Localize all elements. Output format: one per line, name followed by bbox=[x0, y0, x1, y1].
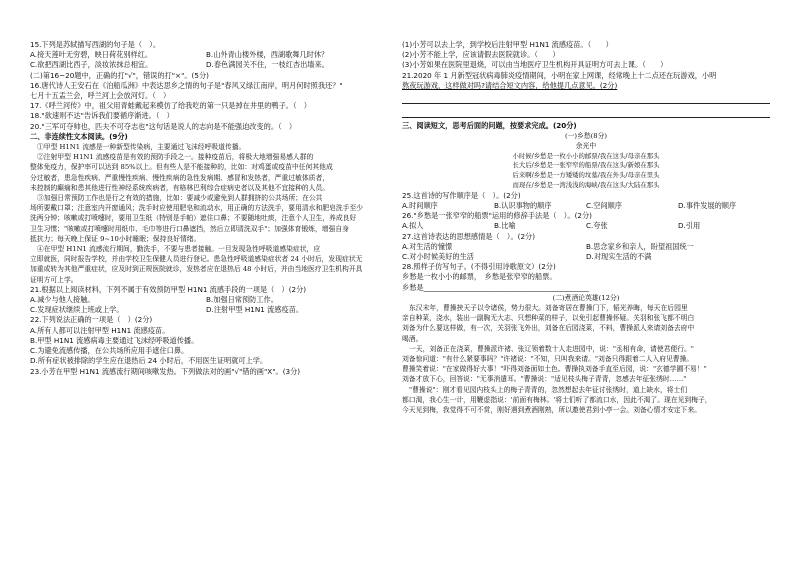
right-column bbox=[402, 40, 770, 415]
text-line: 证明方可上学。 bbox=[30, 275, 78, 284]
left-column bbox=[30, 40, 382, 377]
option-text: C.夸张 bbox=[586, 221, 608, 231]
text-line: 卫生习惯；"咳嗽或打喷嚏时用纸巾、毛巾等进行口鼻遮挡，然后立即清洗双手"；加强体育锻炼，增强自身 bbox=[30, 224, 349, 233]
text-line: 刘备惊问道："有什么紧要事吗？"许褚说："不知，只叫我来请。"刘备只得跟着二人入府见曹操。 bbox=[402, 355, 694, 364]
text-line: 23.小芳在甲型 H1N1 流感流行期间咳嗽发热。下列做法对的画"√"错的画"X"。(3分) bbox=[30, 366, 301, 376]
option-row bbox=[30, 50, 382, 60]
text-line: 小时候/乡愁是一枚小小的邮票/我在这头/母亲在那头 bbox=[512, 151, 660, 160]
option-text: A.对生活的憧憬 bbox=[402, 241, 453, 251]
option-row bbox=[402, 221, 770, 231]
text-line: B.甲型 H1N1 流感病毒主要通过飞沫经呼吸道传播。 bbox=[30, 335, 199, 345]
text-line: 17.《呼兰河传》中，祖父用青蛙戴起来模仿了给我吃的第一只是掉在井里的鸭子。（ ） bbox=[30, 101, 311, 111]
option-text: D.事件发展的顺序 bbox=[678, 201, 737, 211]
option-text: A.减少与他人接触。 bbox=[30, 295, 95, 305]
text-line: 熬夜玩游戏，这样做对吗?请结合短文内容，给他提几点意见。(2分) bbox=[402, 80, 618, 90]
text-line: 立即就医，同时报告学校，并由学校卫生保健人员进行登记。患急性呼吸道感染症状者 24 小时后，发现症状无 bbox=[30, 255, 363, 264]
option-text: D.引用 bbox=[678, 221, 701, 231]
text-line: 刘备为什么要这样做，有一次，关羽张飞外出，刘备在后园浇菜，不料，曹操派人来请刘备去府中 bbox=[402, 324, 695, 333]
text-line: 今天见到梅，我觉得不可不赏，刚好遇到煮酒刚熟，所以邀使君到小亭一会。刘备心情才安定下来。 bbox=[402, 406, 702, 415]
option-text: D.对现实生活的不满 bbox=[586, 252, 652, 262]
text-line: 亲自种菜，浇水，装出一副胸无大志、只想种菜的样子，以免引起曹操怀疑。关羽和张飞都不明白 bbox=[402, 314, 695, 323]
option-text: D.春色满园关不住，一枝红杏出墙来。 bbox=[206, 60, 329, 70]
text-line: 乡愁是一枚小小的邮票， 乡愁是张窄窄的船票。 bbox=[402, 272, 557, 282]
option-row bbox=[30, 60, 382, 70]
text-line: 喝酒。 bbox=[402, 334, 423, 343]
text-line: 洗两分钟；咳嗽或打喷嚏时，要用卫生纸（特别是手帕）遮住口鼻；不要随地吐痰，注意个人卫生，养成良好 bbox=[30, 214, 357, 223]
option-text: A.时间顺序 bbox=[402, 201, 438, 211]
text-line: ③加强日常预防工作也是行之有效的措施，比如：要减少或避免到人群拥挤的公共场所；在公共 bbox=[37, 194, 323, 203]
text-line: (3)小芳如果在医院里退烧，可以由当地医疗卫生机构开具证明方可去上课。（ ） bbox=[402, 60, 668, 70]
text-line: 曹操笑着说："在家做得好大事！"吓得刘备面如土色。曹操执刘备手直至后园，说："玄德学圃不易！" bbox=[402, 365, 707, 374]
option-row bbox=[402, 242, 770, 252]
text-line: (一)乡愁(8分) bbox=[564, 132, 608, 141]
text-line: 而现在/乡愁是一湾浅浅的海峡/我在这头/大陆在那头 bbox=[512, 181, 660, 190]
text-line: 27.这首诗表达的思想感情是（ ）。(2分) bbox=[402, 231, 536, 241]
text-line: D.所有症状被排除的学生应在退热后 24 小时后，不用医生证明就可上学。 bbox=[30, 356, 268, 366]
text-line: ①甲型 H1N1 流感是一种新型传染病，主要通过飞沫经呼吸道传播。 bbox=[37, 143, 246, 152]
option-row bbox=[30, 305, 382, 315]
text-line: 16.唐代诗人王安石在《泊船瓜洲》中表达思乡之情的句子是"春风又绿江南岸，明月何时照我还？" bbox=[30, 80, 343, 90]
option-text: C.发现症状继续上班或上学。 bbox=[30, 305, 124, 315]
text-line: 东汉末年，曹操挟天子以令诸侯，势力很大。刘备寄居在曹操门下，韬光养晦，每天在后园里 bbox=[409, 304, 688, 313]
text-line: C.为避免流感传播，在公共场所应用手遮住口鼻。 bbox=[30, 346, 189, 356]
option-text: A.拟人 bbox=[402, 221, 424, 231]
text-line: 场所要戴口罩；注意室内开窗通风；洗手时应使用肥皂和流动水，用正确的方法洗手，要用清水和肥皂洗手至少 bbox=[30, 204, 364, 213]
text-line: (2)小芳不能上学，应该请假去医院就诊。（ ） bbox=[402, 50, 560, 60]
text-line: 20."三军可夺帅也，匹夫不可夺志也"这句话是说人的志向是不能强迫改变的。（ ） bbox=[30, 121, 297, 131]
text-line: A.所有人都可以注射甲型 H1N1 流感疫苗。 bbox=[30, 325, 170, 335]
text-line: 余光中 bbox=[575, 142, 597, 151]
option-text: C.欲把西湖比西子，淡妆浓抹总相宜。 bbox=[30, 60, 153, 70]
text-line: ④在甲型 H1N1 流感流行期间，勤洗手，不要与患者接触。一旦发现急性呼吸道感染症状，应 bbox=[37, 245, 321, 254]
option-text: B.加强日常预防工作。 bbox=[206, 295, 278, 305]
text-line: 21.2020 年 1 月新型冠状病毒肺炎疫情期间，小明在家上网课，经常晚上十二点还在玩游戏，小明 bbox=[402, 70, 717, 80]
option-text: C.对小时候美好的生活 bbox=[402, 252, 474, 262]
option-row bbox=[402, 252, 770, 262]
text-line: 25.这首诗的写作顺序是（ ）。(2分) bbox=[402, 190, 521, 200]
text-line: 一天，刘备正在浇菜，曹操派许褚、张辽领着数十人走进园中，说："丞相有命，请使君便行。" bbox=[409, 344, 694, 353]
option-text: B.思念家乡和亲人，盼望祖国统一 bbox=[586, 241, 694, 251]
text-line: 长大后/乡愁是一张窄窄的船票/我在这头/新娘在那头 bbox=[512, 161, 660, 170]
text-line: ②注射甲型 H1N1 流感疫苗是有效的预防手段之一。接种疫苗后，将极大地增强易感人群的 bbox=[37, 153, 314, 162]
answer-blank-line[interactable] bbox=[402, 93, 770, 104]
text-line: 乡愁是______________________________________________ bbox=[402, 282, 589, 292]
text-line: 二、非连续性文本阅读。(9分) bbox=[30, 131, 128, 141]
text-line: 分过敏者，患急性疾病、严重慢性疾病、慢性疾病的急性发病期、感冒和发热者，严重过敏体质者， bbox=[30, 173, 330, 182]
text-line: 21.根据以上阅读材料，下列不属于有效预防甲型 H1N1 流感手段的一项是（ ）(2分) bbox=[30, 284, 307, 294]
option-row bbox=[402, 201, 770, 211]
text-line: 刘备才放下心，回答说："无事消遣耳。"曹操说："适见枝头梅子青青，忽感去年征张绣时……" bbox=[402, 375, 687, 384]
text-line: 15.下列是苏轼描写西湖的句子是（ ）。 bbox=[30, 40, 161, 49]
text-line: 三、阅读短文，思考后面的问题，按要求完成。(20分) bbox=[402, 121, 577, 131]
option-text: D.注射甲型 H1N1 流感疫苗。 bbox=[206, 305, 304, 315]
text-line: 都口渴，我心生一计，用鞭虚指说：'前面有梅林。'将士们听了都流口水，因此不渴了。现在见到梅子， bbox=[402, 395, 712, 404]
text-line: 后来啊/乡愁是一方矮矮的坟墓/我在外头/母亲在里头 bbox=[512, 171, 660, 180]
option-text: A.接天莲叶无穷碧，映日荷花别样红。 bbox=[30, 50, 153, 60]
answer-blank-line[interactable] bbox=[402, 107, 770, 118]
text-line: (二)煮酒论英雄(12分) bbox=[552, 293, 620, 302]
text-line: 22.下列说法正确的一项是（ ）(2分) bbox=[30, 315, 153, 325]
text-line: 七月十五盂兰会，呼兰河上会放河灯。（ ） bbox=[30, 91, 171, 101]
text-line: (1)小芳可以去上学，到学校后注射甲型 H1N1 流感疫苗。（ ） bbox=[402, 40, 613, 49]
text-line: 28.照样子仿写句子。(不得引用诗歌原文）(2分) bbox=[402, 262, 556, 272]
text-line: 加重或转为其他严重症状，应及时到正规医院就诊，发热者应在退热后 48 小时后，并由当地医疗卫生机构开具 bbox=[30, 265, 363, 274]
text-line: 18."欲速则不达"告诉我们要循序渐进。（ ） bbox=[30, 111, 174, 121]
option-text: B.山外青山楼外楼，西湖歌舞几时休？ bbox=[206, 50, 329, 60]
option-text: B.认识事物的顺序 bbox=[494, 201, 552, 211]
text-line: 未控制的癫痫和患其他进行性神经系统疾病者，有格林巴利综合症病史者以及其他不宜接种的人员。 bbox=[30, 183, 330, 192]
option-text: B.比喻 bbox=[494, 221, 516, 231]
text-line: 26."乡愁是一张窄窄的船票"运用的修辞手法是（ ）。(2分) bbox=[402, 211, 592, 221]
option-text: C.空间顺序 bbox=[586, 201, 623, 211]
option-row bbox=[30, 295, 382, 305]
text-line: (二)第16~20题中，正确的打"√"，错误的打"×"。(5分) bbox=[30, 70, 209, 80]
text-line: 抵抗力；每天晚上保证 9~10小时睡眠；保持良好情绪。 bbox=[30, 234, 201, 243]
text-line: 整体免疫力，保护率可以达到 85%以上。但有些人是不能接种的，比如：对鸡蛋或疫苗中任何其他成 bbox=[30, 163, 333, 172]
text-line: "曹操说"：刚才看见园内枝头上的梅子青青的，忽然想起去年征讨张绣时，道上缺水，将士们 bbox=[409, 385, 688, 394]
